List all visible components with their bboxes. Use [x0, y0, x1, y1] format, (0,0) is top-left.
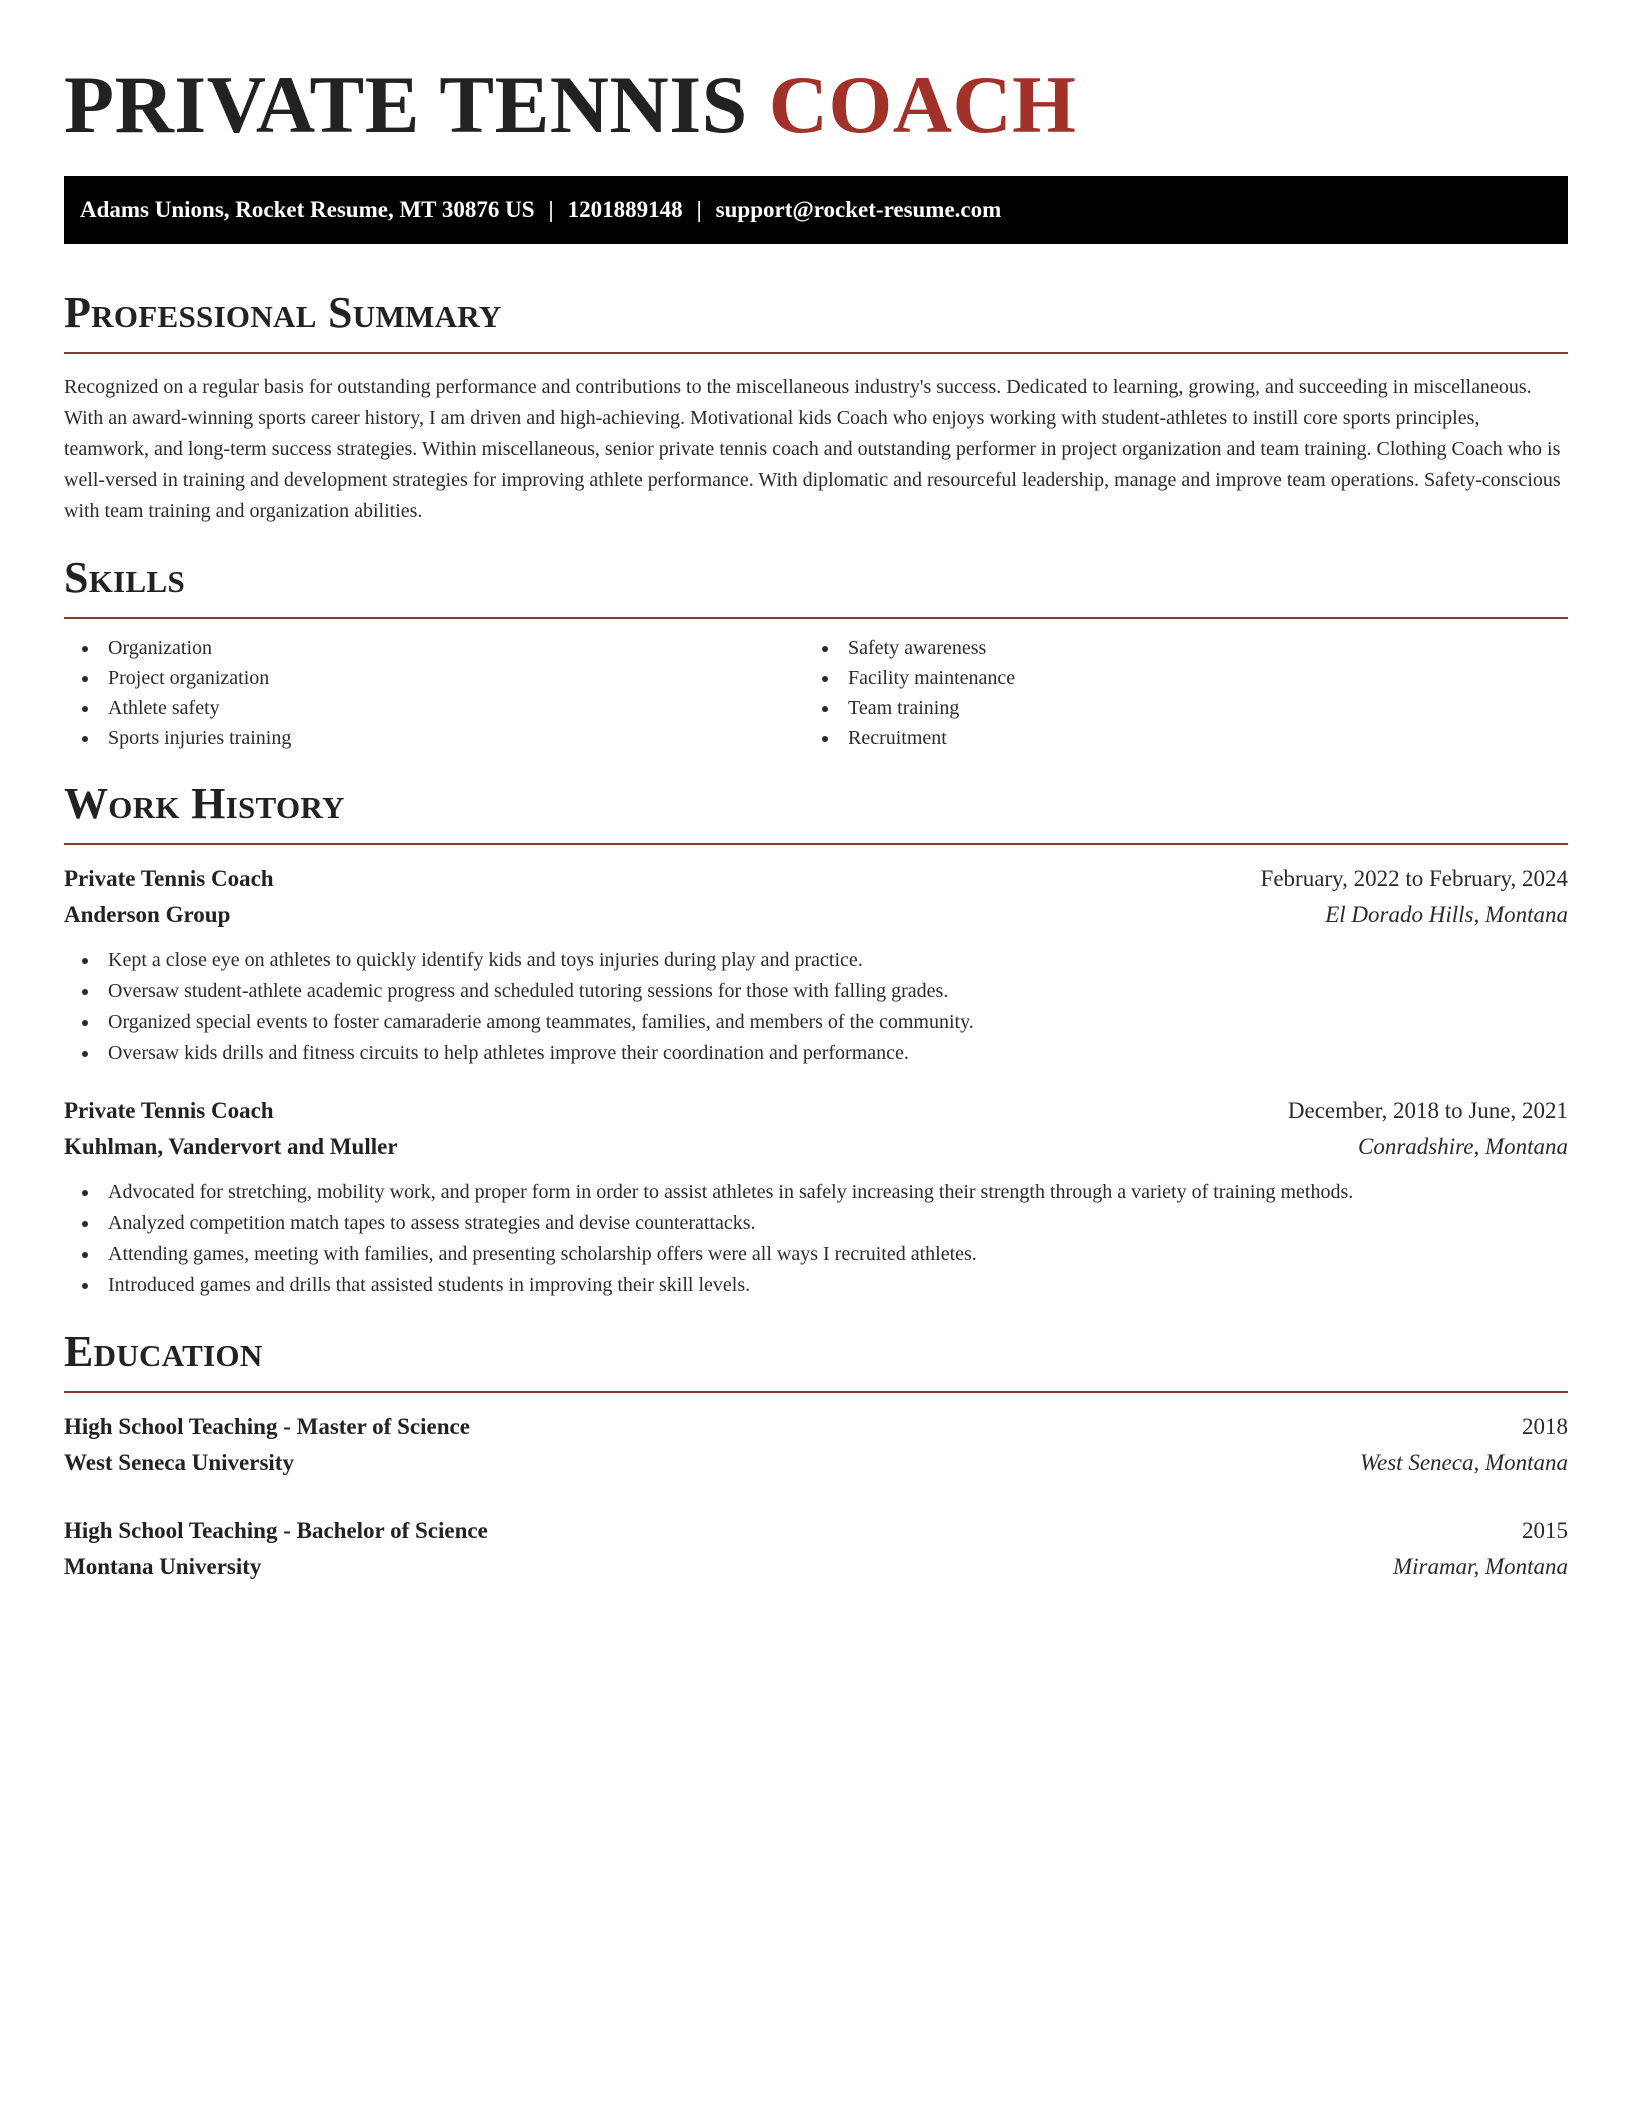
job-bullets	[64, 945, 1568, 1069]
job-entry	[64, 861, 1568, 1069]
skill-item: Facility maintenance	[848, 663, 1544, 693]
contact-separator: |	[548, 197, 554, 222]
job-header	[64, 1093, 1568, 1129]
skills-columns	[64, 633, 1568, 753]
education-section	[64, 1327, 1568, 1585]
work-section	[64, 779, 1568, 1301]
education-header	[64, 1409, 1568, 1445]
job-title: Private Tennis Coach	[64, 1098, 274, 1123]
work-heading: Work History	[64, 779, 345, 828]
job-dates: December, 2018 to June, 2021	[1287, 1098, 1568, 1123]
skill-item: Recruitment	[848, 723, 1544, 753]
contact-phone[interactable]: 1201889148	[567, 197, 683, 222]
skills-heading: Skills	[64, 553, 186, 602]
skill-item: Athlete safety	[108, 693, 804, 723]
section-divider	[64, 843, 1568, 845]
job-bullet: Organized special events to foster camaraderie among teammates, families, and members of the community.	[108, 1007, 1568, 1038]
skills-list-right	[804, 633, 1544, 753]
job-company: Anderson Group	[64, 902, 231, 927]
school-location: Miramar, Montana	[1392, 1554, 1568, 1579]
job-bullet: Advocated for stretching, mobility work, and proper form in order to assist athletes in safely increasing their strength through a variety of training methods.	[108, 1177, 1568, 1208]
job-title: Private Tennis Coach	[64, 866, 274, 891]
job-bullet: Oversaw student-athlete academic progress and scheduled tutoring sessions for those with falling grades.	[108, 976, 1568, 1007]
job-location: Conradshire, Montana	[1358, 1134, 1568, 1159]
summary-section	[64, 288, 1568, 527]
summary-heading: Professional Summary	[64, 288, 502, 337]
resume-page	[64, 0, 1568, 1585]
job-bullet: Attending games, meeting with families, and presenting scholarship offers were all ways I recruited athletes.	[108, 1239, 1568, 1270]
school-name: West Seneca University	[64, 1450, 294, 1475]
job-bullet: Kept a close eye on athletes to quickly identify kids and toys injuries during play and practice.	[108, 945, 1568, 976]
graduation-year: 2015	[1522, 1518, 1568, 1543]
job-entry	[64, 1093, 1568, 1301]
contact-address: Adams Unions, Rocket Resume, MT 30876 US	[80, 197, 535, 222]
contact-email[interactable]: support@rocket-resume.com	[715, 197, 1002, 222]
skill-item: Organization	[108, 633, 804, 663]
job-dates: February, 2022 to February, 2024	[1260, 866, 1568, 891]
education-heading: Education	[64, 1327, 263, 1376]
job-subheader	[64, 1129, 1568, 1165]
contact-separator: |	[696, 197, 702, 222]
job-bullets	[64, 1177, 1568, 1301]
skill-item: Safety awareness	[848, 633, 1544, 663]
job-header	[64, 861, 1568, 897]
job-bullet: Introduced games and drills that assisted students in improving their skill levels.	[108, 1270, 1568, 1301]
skill-item: Team training	[848, 693, 1544, 723]
degree-title: High School Teaching - Master of Science	[64, 1414, 470, 1439]
contact-bar	[64, 176, 1568, 244]
education-entry	[64, 1409, 1568, 1481]
skills-section	[64, 553, 1568, 753]
title-accent: COACH	[768, 59, 1077, 150]
degree-title: High School Teaching - Bachelor of Science	[64, 1518, 488, 1543]
education-subheader	[64, 1445, 1568, 1481]
skill-item: Project organization	[108, 663, 804, 693]
education-subheader	[64, 1549, 1568, 1585]
section-divider	[64, 1391, 1568, 1393]
education-entry	[64, 1513, 1568, 1585]
title-main: PRIVATE TENNIS	[64, 59, 748, 150]
job-location: El Dorado Hills, Montana	[1325, 902, 1568, 927]
job-company: Kuhlman, Vandervort and Muller	[64, 1134, 398, 1159]
section-divider	[64, 617, 1568, 619]
skills-list-left	[64, 633, 804, 753]
job-bullet: Analyzed competition match tapes to assess strategies and devise counterattacks.	[108, 1208, 1568, 1239]
skill-item: Sports injuries training	[108, 723, 804, 753]
school-name: Montana University	[64, 1554, 262, 1579]
job-bullet: Oversaw kids drills and fitness circuits to help athletes improve their coordination and performance.	[108, 1038, 1568, 1069]
school-location: West Seneca, Montana	[1359, 1450, 1568, 1475]
summary-text: Recognized on a regular basis for outstanding performance and contributions to the miscellaneous industry's success. Dedicated to learning, growing, and succeeding in miscellaneous. With an award-winning sports career history, I am driven and high-achieving. Motivational kids Coach who enjoys working with student-athletes to instill core sports principles, teamwork, and long-term success strategies. Within miscellaneous, senior private tennis coach and outstanding performer in project organization and team training. Clothing Coach who is well-versed in training and development strategies for improving athlete performance. With diplomatic and resourceful leadership, manage and improve team operations. Safety-conscious with team training and organization abilities.	[64, 376, 1561, 522]
job-subheader	[64, 897, 1568, 933]
section-divider	[64, 352, 1568, 354]
education-header	[64, 1513, 1568, 1549]
graduation-year: 2018	[1522, 1414, 1568, 1439]
page-title	[64, 0, 1568, 154]
